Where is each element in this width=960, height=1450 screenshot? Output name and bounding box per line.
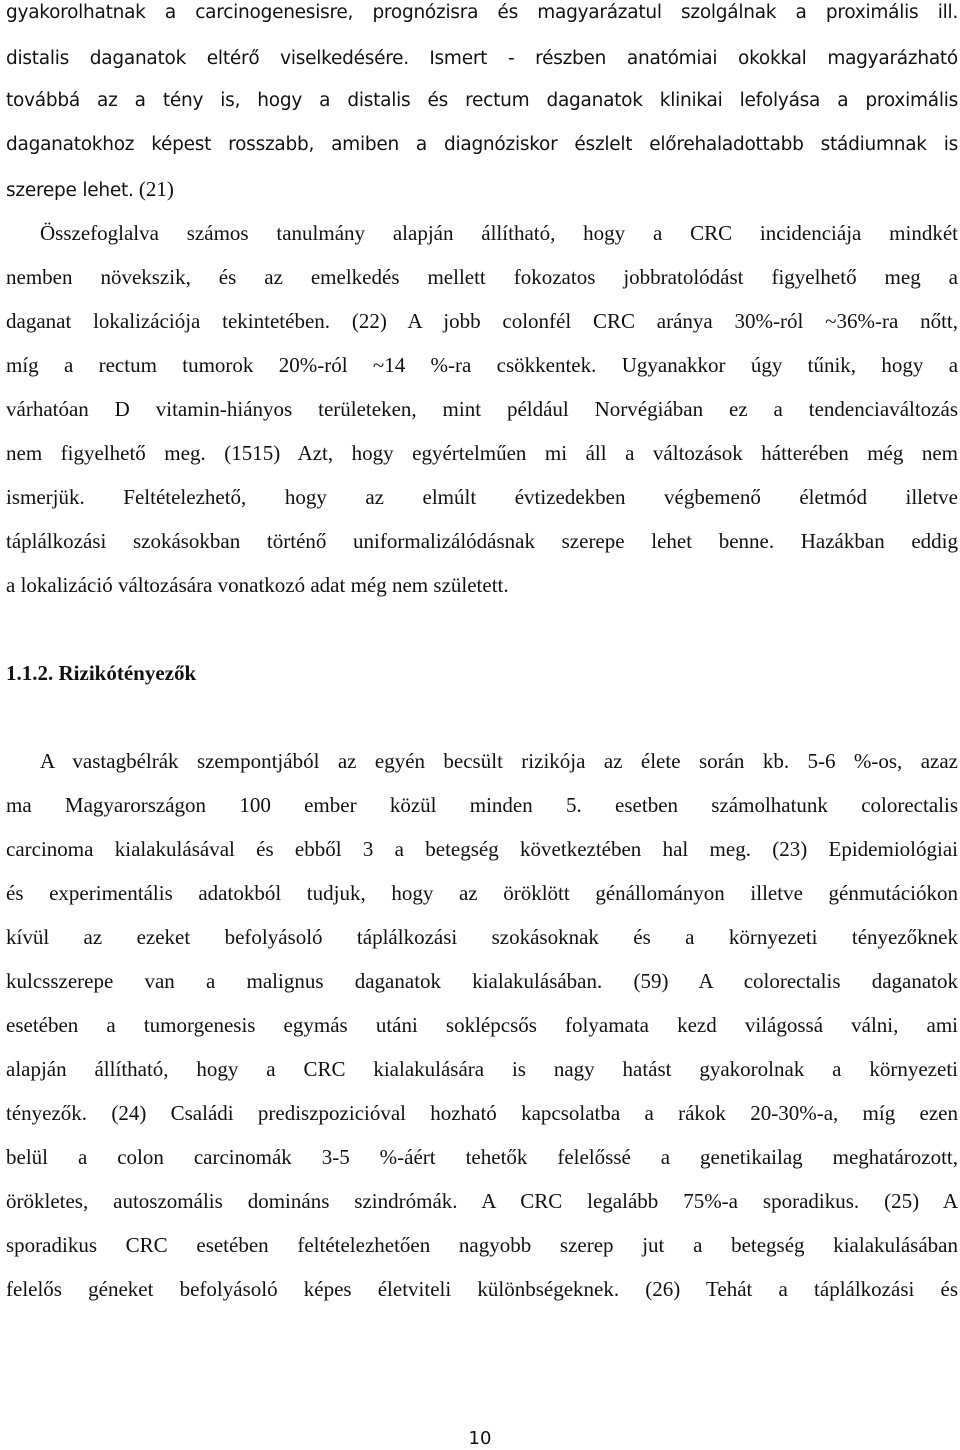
text-line: kulcsszerepe van a malignus daganatok kialakulásában. (59) A colorectalis daganatok bbox=[6, 969, 958, 993]
text-segment: szerepe lehet. bbox=[6, 180, 134, 201]
text-line: felelős géneket befolyásoló képes életviteli különbségeknek. (26) Tehát a táplálkozási és bbox=[6, 1277, 958, 1301]
text-segment: (1515) Azt, hogy egyértelműen mi áll a változások hátterében még nem bbox=[224, 441, 959, 465]
text-line: nemben növekszik, és az emelkedés mellett fokozatos jobbratolódást figyelhető meg a bbox=[6, 265, 958, 289]
text-line: örökletes, autoszomális domináns szindrómák. A CRC legalább 75%-a sporadikus. (25) A bbox=[6, 1189, 958, 1213]
text-line: továbbá az a tény is, hogy a distalis és rectum daganatok klinikai lefolyása a proximális bbox=[6, 90, 958, 111]
text-segment: (22) A jobb colonfél CRC aránya 30%-ról ~36%-ra nőtt, bbox=[351, 309, 959, 333]
text-segment: daganat lokalizációja tekintetében. bbox=[6, 309, 331, 333]
page-number: 10 bbox=[468, 1428, 492, 1449]
text-segment: táplálkozási szokásokban történő uniformalizálódásnak szerepe lehet benne. bbox=[6, 529, 775, 553]
section-heading: 1.1.2. Rizikótényezők bbox=[6, 661, 197, 685]
text-line bbox=[6, 440, 958, 466]
text-segment: ismerjük. bbox=[6, 485, 85, 509]
text-segment: distalis daganatok eltérő viselkedésére. bbox=[6, 48, 409, 69]
text-line: gyakorolhatnak a carcinogenesisre, prognózisra és magyarázatul szolgálnak a proximális ill. bbox=[6, 2, 958, 23]
text-line: daganatokhoz képest rosszabb, amiben a diagnóziskor észlelt előrehaladottabb stádiumnak is bbox=[6, 134, 958, 155]
text-line bbox=[6, 528, 958, 554]
text-line: belül a colon carcinomák 3-5 %-áért tehetők felelőssé a genetikailag meghatározott, bbox=[6, 1145, 958, 1169]
text-line: várhatóan D vitamin-hiányos területeken, mint például Norvégiában ez a tendenciaváltozás bbox=[6, 397, 958, 421]
text-segment: nem figyelhető meg. bbox=[6, 441, 206, 465]
text-line: kívül az ezeket befolyásoló táplálkozási szokásoknak és a környezeti tényezőknek bbox=[6, 925, 958, 949]
text-segment: Ismert - részben anatómiai okokkal magyarázható bbox=[429, 48, 958, 69]
text-line: tényezők. (24) Családi prediszpozicióval hozható kapcsolatba a rákok 20-30%-a, míg ezen bbox=[6, 1101, 958, 1125]
text-line bbox=[6, 308, 958, 334]
text-line: és experimentális adatokból tudjuk, hogy az öröklött génállományon illetve génmutációkon bbox=[6, 881, 958, 905]
text-segment: Ugyanakkor úgy tűnik, hogy a bbox=[621, 353, 959, 377]
citation: (21) bbox=[138, 177, 174, 201]
text-line: a lokalizáció változására vonatkozó adat még nem született. bbox=[6, 573, 509, 597]
text-line bbox=[6, 352, 958, 378]
text-line: carcinoma kialakulásával és ebből 3 a betegség következtében hal meg. (23) Epidemiológiai bbox=[6, 837, 958, 861]
text-line: esetében a tumorgenesis egymás utáni soklépcsős folyamata kezd világossá válni, ami bbox=[6, 1013, 958, 1037]
text-line: A vastagbélrák szempontjából az egyén becsült rizikója az élete során kb. 5-6 %-os, azaz bbox=[40, 749, 958, 773]
text-line: alapján állítható, hogy a CRC kialakulására is nagy hatást gyakorolnak a környezeti bbox=[6, 1057, 958, 1081]
text-line bbox=[6, 176, 958, 204]
text-segment: Hazákban eddig bbox=[800, 529, 959, 553]
text-line: Összefoglalva számos tanulmány alapján állítható, hogy a CRC incidenciája mindkét bbox=[40, 221, 958, 245]
text-segment: Feltételezhető, hogy az elmúlt évtizedekben végbemenő életmód illetve bbox=[123, 485, 958, 509]
text-segment: míg a rectum tumorok 20%-ról ~14 %-ra csökkentek. bbox=[6, 353, 597, 377]
text-line: sporadikus CRC esetében feltételezhetően nagyobb szerep jut a betegség kialakulásában bbox=[6, 1233, 958, 1257]
text-line bbox=[6, 484, 958, 510]
text-line: ma Magyarországon 100 ember közül minden 5. esetben számolhatunk colorectalis bbox=[6, 793, 958, 817]
text-line bbox=[6, 44, 958, 72]
